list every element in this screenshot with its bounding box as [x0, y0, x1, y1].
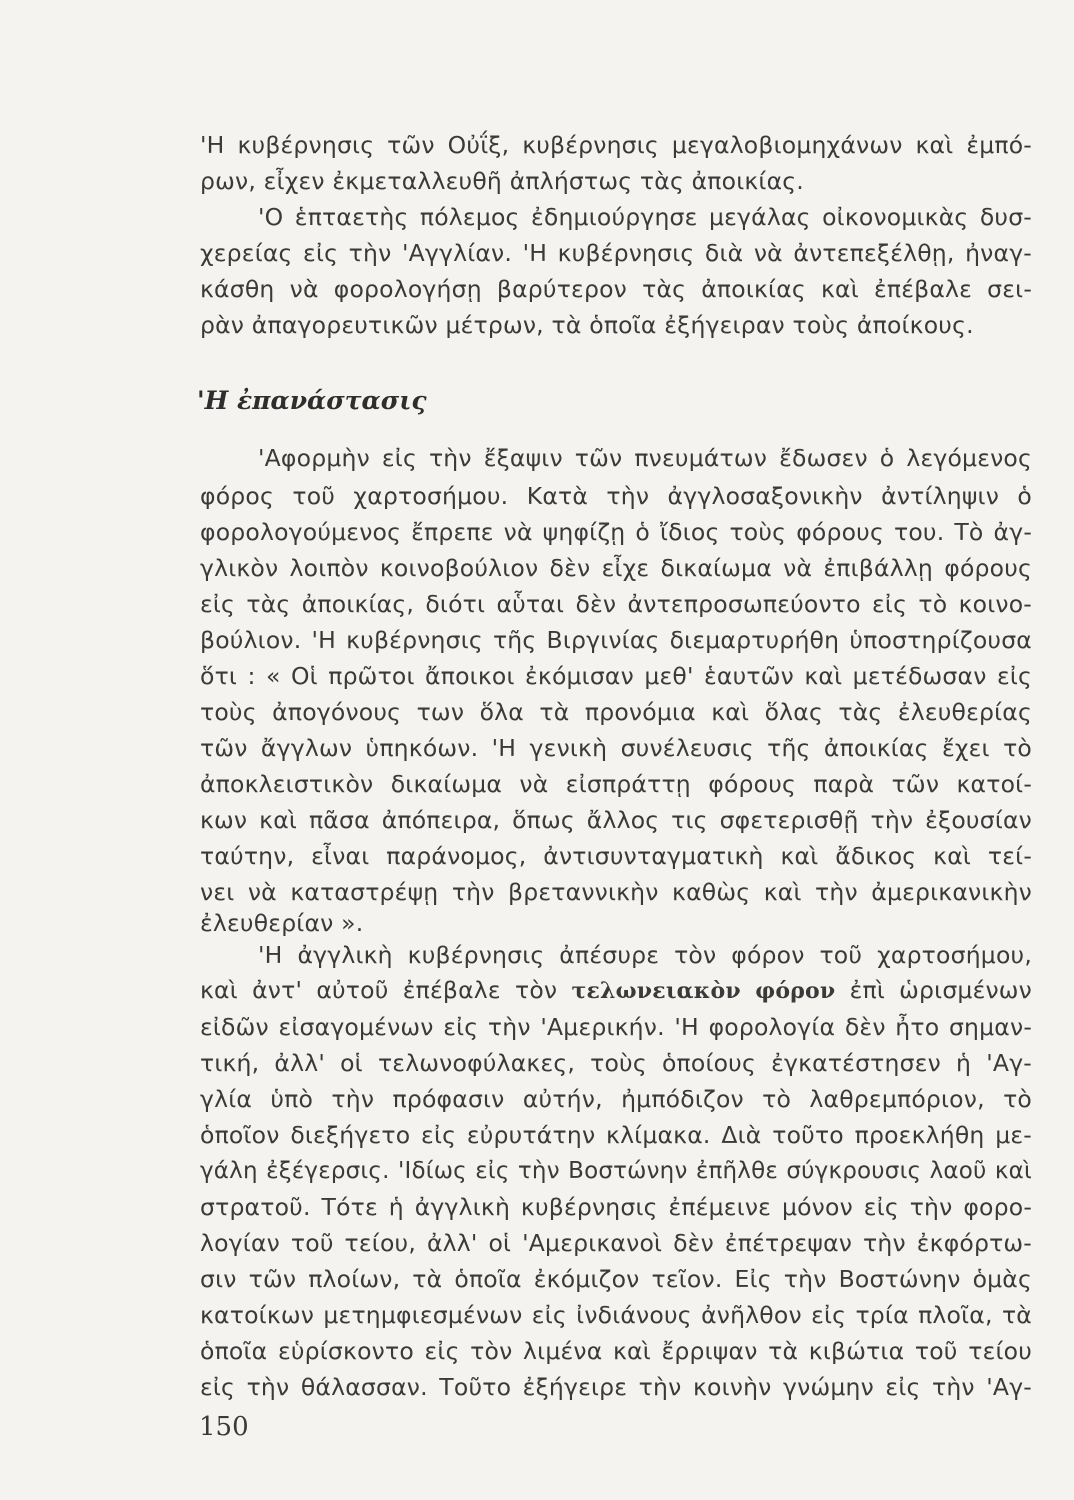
text-segment: καὶ ἀντ' αὐτοῦ ἐπέβαλε τὸν: [200, 976, 558, 1004]
text-line: σιν τῶν πλοίων, τὰ ὁποῖα ἐκόμιζον τεῖον. Εἰς τὴν Βοστώνην ὁμὰς: [200, 1265, 1032, 1293]
text-line: ἐλευθερίαν ».: [200, 909, 364, 937]
text-line: κων καὶ πᾶσα ἀπόπειρα, ὅπως ἄλλος τις σφετερισθῇ τὴν ἐξουσίαν: [200, 806, 1032, 834]
text-line: γάλη ἐξέγερσις. 'Ιδίως εἰς τὴν Βοστώνην ἐπῆλθε σύγκρουσις λαοῦ καὶ: [200, 1158, 1032, 1184]
page-number: 150: [199, 1412, 249, 1442]
text-line: γλία ὑπὸ τὴν πρόφασιν αὐτήν, ἠμπόδιζον τὸ λαθρεμπόριον, τὸ: [200, 1085, 1032, 1113]
text-line: 'Αφορμὴν εἰς τὴν ἔξαψιν τῶν πνευμάτων ἔδωσεν ὁ λεγόμενος: [258, 444, 1032, 472]
text-line: ὁποῖα εὑρίσκοντο εἰς τὸν λιμένα καὶ ἔρριψαν τὰ κιβώτια τοῦ τείου: [200, 1337, 1032, 1365]
text-line: τῶν ἄγγλων ὑπηκόων. 'Η γενικὴ συνέλευσις τῆς ἀποικίας ἔχει τὸ: [200, 734, 1032, 762]
text-line: 'Η κυβέρνησις τῶν Οὐΐξ, κυβέρνησις μεγαλοβιομηχάνων καὶ ἐμπό-: [200, 131, 1032, 159]
text-line: κάσθη νὰ φορολογήσῃ βαρύτερον τὰς ἀποικίας καὶ ἐπέβαλε σει-: [200, 275, 1032, 303]
text-line: νει νὰ καταστρέψῃ τὴν βρεταννικὴν καθὼς καὶ τὴν ἀμερικανικὴν: [200, 878, 1032, 906]
text-line: ταύτην, εἶναι παράνομος, ἀντισυνταγματικὴ καὶ ἄδικος καὶ τεί-: [200, 842, 1032, 870]
text-line: κατοίκων μετημφιεσμένων εἰς ἰνδιάνους ἀνῆλθον εἰς τρία πλοῖα, τὰ: [200, 1301, 1032, 1329]
text-line: γλικὸν λοιπὸν κοινοβούλιον δὲν εἶχε δικαίωμα νὰ ἐπιβάλλῃ φόρους: [200, 554, 1032, 582]
text-line: λογίαν τοῦ τείου, ἀλλ' οἱ 'Αμερικανοὶ δὲν ἐπέτρεψαν τὴν ἐκφόρτω-: [200, 1229, 1032, 1257]
text-line: εἰδῶν εἰσαγομένων εἰς τὴν 'Αμερικήν. 'Η φορολογία δὲν ἦτο σημαν-: [200, 1013, 1032, 1041]
text-line: φόρος τοῦ χαρτοσήμου. Κατὰ τὴν ἀγγλοσαξονικὴν ἀντίληψιν ὁ: [200, 482, 1032, 510]
text-line: ρων, εἶχεν ἐκμεταλλευθῆ ἀπλήστως τὰς ἀποικίας.: [200, 167, 804, 195]
text-line: ἀποκλειστικὸν δικαίωμα νὰ εἰσπράττῃ φόρους παρὰ τῶν κατοί-: [200, 770, 1032, 798]
text-line: τική, ἀλλ' οἱ τελωνοφύλακες, τοὺς ὁποίους ἐγκατέστησεν ἡ 'Αγ-: [200, 1049, 1032, 1077]
text-line: χερείας εἰς τὴν 'Αγγλίαν. 'Η κυβέρνησις διὰ νὰ ἀντεπεξέλθῃ, ἠναγ-: [200, 239, 1032, 267]
text-line: 'Η ἀγγλικὴ κυβέρνησις ἀπέσυρε τὸν φόρον τοῦ χαρτοσήμου,: [258, 941, 1032, 969]
text-line: στρατοῦ. Τότε ἡ ἀγγλικὴ κυβέρνησις ἐπέμεινε μόνον εἰς τὴν φορο-: [200, 1193, 1032, 1221]
text-line: 'Ο ἑπταετὴς πόλεμος ἐδημιούργησε μεγάλας οἰκονομικὰς δυσ-: [258, 203, 1032, 231]
text-line: ὅτι : « Οἱ πρῶτοι ἄποικοι ἐκόμισαν μεθ' ἑαυτῶν καὶ μετέδωσαν εἰς: [200, 662, 1032, 690]
emphasized-term: τελωνειακὸν φόρον: [571, 978, 836, 1004]
text-line: ὁποῖον διεξήγετο εἰς εὐρυτάτην κλίμακα. Διὰ τοῦτο προεκλήθη με-: [200, 1121, 1032, 1149]
text-line: εἰς τὰς ἀποικίας, διότι αὗται δὲν ἀντεπροσωπεύοντο εἰς τὸ κοινο-: [200, 590, 1032, 618]
text-line: ρὰν ἀπαγορευτικῶν μέτρων, τὰ ὁποῖα ἐξήγειραν τοὺς ἀποίκους.: [200, 311, 974, 339]
text-line-with-emphasis: [200, 972, 1032, 1009]
section-heading: 'Η ἐπανάστασις: [197, 386, 427, 415]
text-line: εἰς τὴν θάλασσαν. Τοῦτο ἐξήγειρε τὴν κοινὴν γνώμην εἰς τὴν 'Αγ-: [200, 1373, 1032, 1401]
text-line: φορολογούμενος ἔπρεπε νὰ ψηφίζῃ ὁ ἴδιος τοὺς φόρους του. Τὸ ἀγ-: [200, 518, 1032, 546]
text-line: τοὺς ἀπογόνους των ὅλα τὰ προνόμια καὶ ὅλας τὰς ἐλευθερίας: [200, 698, 1032, 726]
text-segment: ἐπὶ ὡρισμένων: [849, 976, 1033, 1004]
text-line: βούλιον. 'Η κυβέρνησις τῆς Βιργινίας διεμαρτυρήθη ὑποστηρίζουσα: [200, 626, 1032, 654]
